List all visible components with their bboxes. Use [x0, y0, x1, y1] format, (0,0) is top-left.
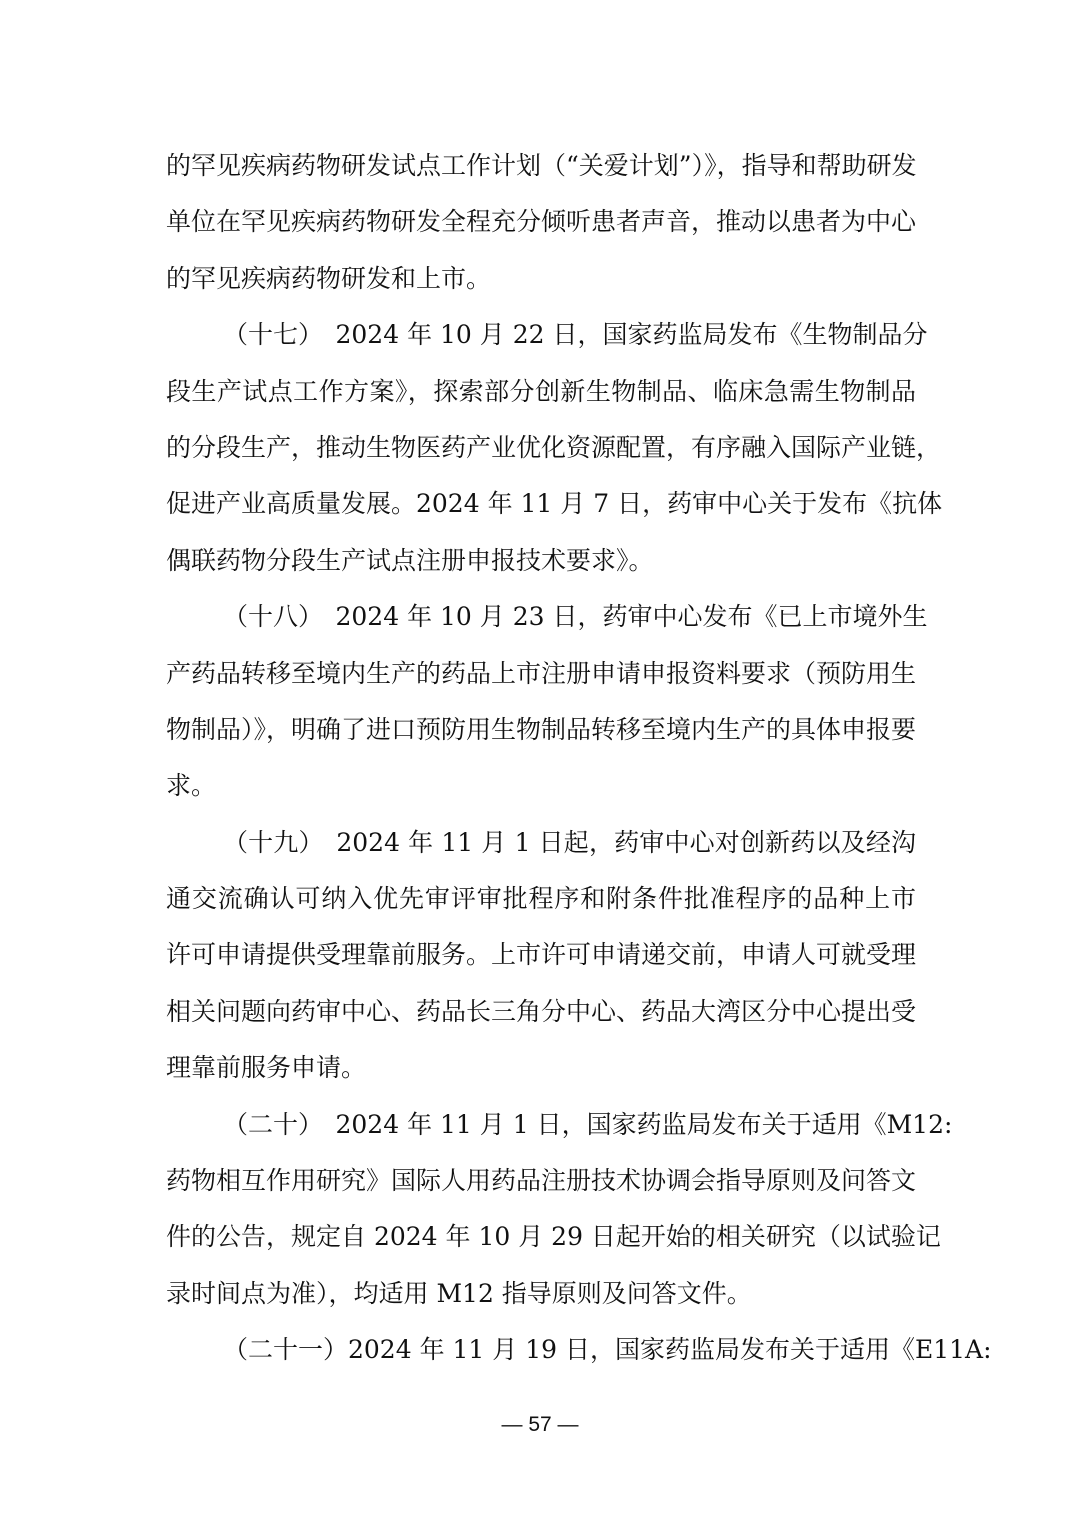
text-line: 段生产试点工作方案》，探索部分创新生物制品、临床急需生物制品	[166, 376, 916, 406]
text-line: 物制品）》，明确了进口预防用生物制品转移至境内生产的具体申报要	[166, 714, 917, 744]
body-text	[166, 138, 992, 1379]
text-line: 的分段生产，推动生物医药产业优化资源配置，有序融入国际产业链，	[166, 432, 942, 462]
text-line: 求。	[166, 771, 217, 801]
text-line: 件的公告，规定自 2024 年 10 月 29 日起开始的相关研究（以试验记	[166, 1222, 941, 1252]
text-line: 理靠前服务申请。	[166, 1053, 367, 1083]
page-number: — 57 —	[501, 1413, 579, 1436]
text-line: 的罕见疾病药物研发试点工作计划（“关爱计划”）》，指导和帮助研发	[166, 151, 917, 180]
text-line: 偶联药物分段生产试点注册申报技术要求》。	[166, 545, 654, 575]
text-line: （十九） 2024 年 11 月 1 日起，药审中心对创新药以及经沟	[223, 827, 916, 857]
text-line: （二十一）2024 年 11 月 19 日，国家药监局发布关于适用《E11A:	[223, 1335, 992, 1365]
text-line: （十七） 2024 年 10 月 22 日，国家药监局发布《生物制品分	[223, 320, 928, 350]
text-line: 促进产业高质量发展。2024 年 11 月 7 日，药审中心关于发布《抗体	[166, 489, 943, 519]
text-line: 录时间点为准），均适用 M12 指导原则及问答文件。	[166, 1278, 752, 1308]
text-line: 相关问题向药审中心、药品长三角分中心、药品大湾区分中心提出受	[166, 996, 917, 1026]
text-line: 通交流确认可纳入优先审评审批程序和附条件批准程序的品种上市	[166, 884, 916, 914]
text-line: 药物相互作用研究》国际人用药品注册技术协调会指导原则及问答文	[166, 1166, 917, 1196]
text-line: 产药品转移至境内生产的药品上市注册申请申报资料要求（预防用生	[166, 658, 917, 688]
text-line: （二十） 2024 年 11 月 1 日，国家药监局发布关于适用《M12:	[223, 1109, 953, 1139]
text-line: 单位在罕见疾病药物研发全程充分倾听患者声音，推动以患者为中心	[166, 207, 917, 237]
text-line: 的罕见疾病药物研发和上市。	[166, 263, 492, 293]
text-line: （十八） 2024 年 10 月 23 日，药审中心发布《已上市境外生	[223, 602, 928, 632]
text-line: 许可申请提供受理靠前服务。上市许可申请递交前，申请人可就受理	[166, 940, 917, 970]
